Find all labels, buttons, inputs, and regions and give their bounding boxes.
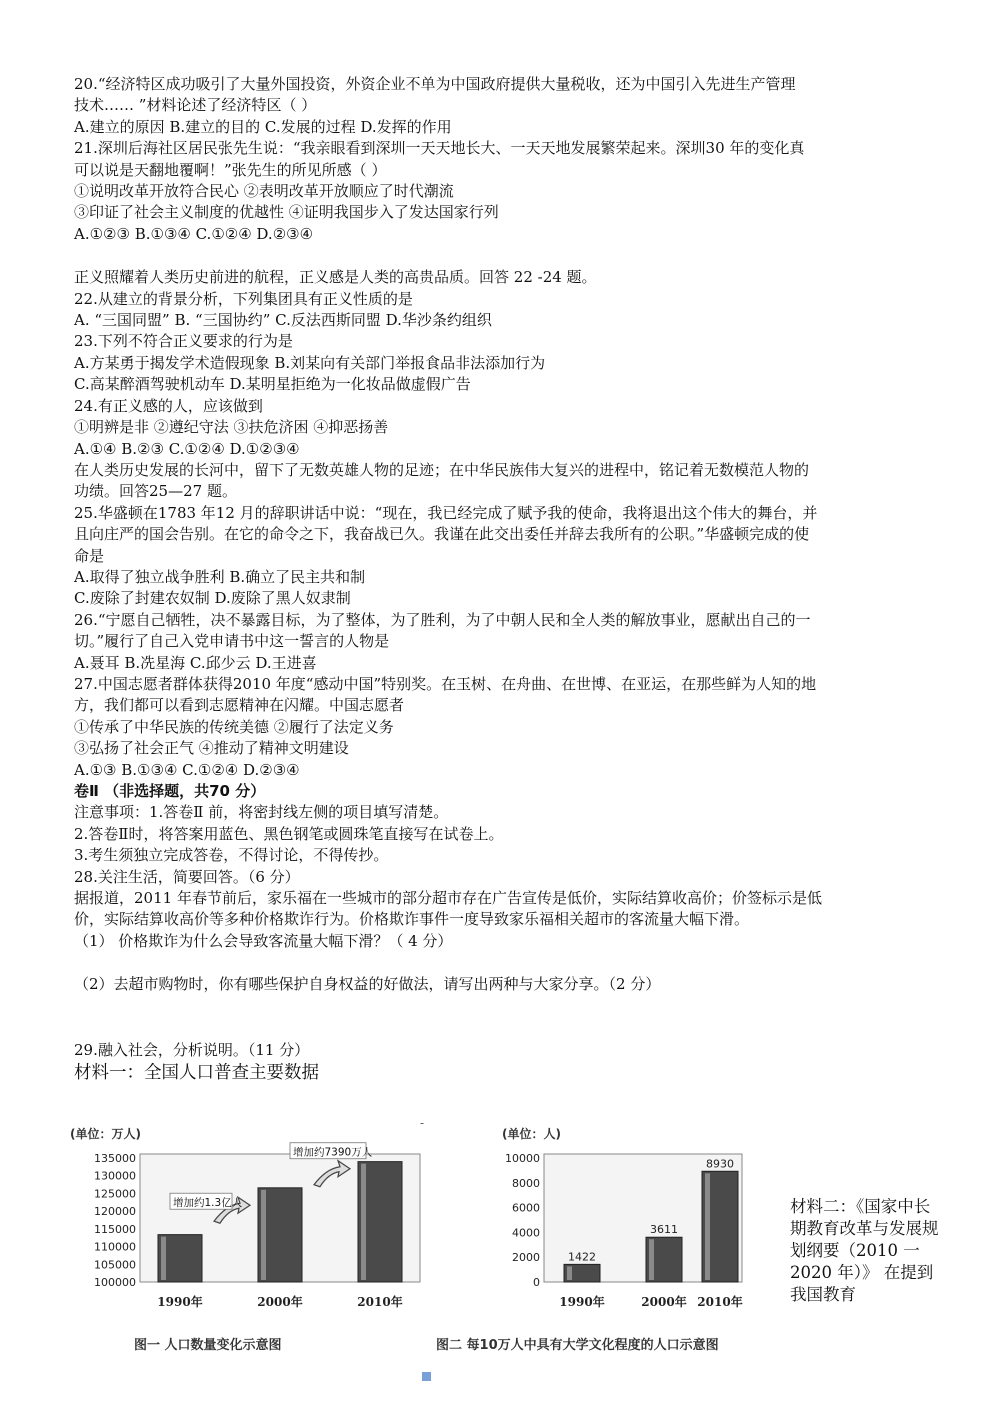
- data-label: 8930: [706, 1157, 734, 1171]
- x-tick-label: 1990年: [157, 1295, 203, 1309]
- text-line: 切。”履行了自己入党申请书中这一誓言的人物是: [74, 632, 390, 651]
- bar-highlight: [261, 1190, 266, 1280]
- y-tick-label: 8000: [512, 1176, 540, 1190]
- unit-label: (单位：人): [502, 1127, 561, 1141]
- text-line: A.①②③ B.①③④ C.①②④ D.②③④: [74, 224, 314, 243]
- bar-highlight: [567, 1266, 572, 1280]
- text-line: 注意事项：1.答卷Ⅱ 前，将密封线左侧的项目填写清楚。: [74, 803, 449, 822]
- y-tick-label: 135000: [94, 1152, 136, 1165]
- text-line: 28.关注生活，简要回答。（6 分）: [74, 867, 300, 886]
- annotation-label: 增加约7390万人: [293, 1146, 373, 1159]
- y-tick-label: 115000: [94, 1222, 136, 1236]
- y-tick-label: 105000: [94, 1258, 136, 1272]
- text-line: ①传承了中华民族的传统美德 ②履行了法定义务: [74, 717, 394, 736]
- text-line: 方，我们都可以看到志愿精神在闪耀。中国志愿者: [74, 696, 405, 715]
- y-tick-label: 130000: [94, 1169, 136, 1183]
- unit-label: (单位：万人): [70, 1127, 141, 1141]
- text-line: A.取得了独立战争胜利 B.确立了民主共和制: [74, 567, 366, 586]
- y-tick-label: 6000: [512, 1201, 540, 1215]
- text-line: ③印证了社会主义制度的优越性 ④证明我国步入了发达国家行列: [74, 203, 499, 222]
- chart-population: [64, 1124, 424, 1324]
- y-tick-label: 120000: [94, 1205, 136, 1219]
- text-line: 价，实际结算收高价等多种价格欺诈行为。价格欺诈事件一度导致家乐福相关超市的客流量大幅下滑。: [74, 910, 750, 929]
- material-2-text: 材料二：《国家中长期教育改革与发展规划纲要（2010 一 2020 年）》 在提到我国教育: [790, 1197, 939, 1304]
- text-line: 据报道，2011 年春节前后，家乐福在一些城市的部分超市存在广告宣传是低价，实际结算收高价；价签标示是低: [74, 889, 822, 908]
- text-line: （1） 价格欺诈为什么会导致客流量大幅下滑？（ 4 分）: [74, 931, 453, 950]
- text-line: 技术…… ”材料论述了经济特区（ ）: [74, 96, 317, 115]
- y-tick-label: 125000: [94, 1187, 136, 1201]
- text-line: 25.华盛顿在1783 年12 月的辞职讲话中说：“现在，我已经完成了赋予我的使命，我将退出这个伟大的舞台，并: [74, 503, 818, 522]
- material-1-title: 材料一：全国人口普查主要数据: [74, 1063, 319, 1084]
- question-28-part2: （2）去超市购物时，你有哪些保护自身权益的好做法，请写出两种与大家分享。（2 分）: [74, 975, 661, 994]
- question-29: 29.融入社会，分析说明。（11 分）: [74, 1040, 310, 1059]
- text-line: 20.“经济特区成功吸引了大量外国投资，外资企业不单为中国政府提供大量税收，还为中国引入先进生产管理: [74, 75, 796, 93]
- data-label: 3611: [650, 1223, 678, 1237]
- text-line: 21.深圳后海社区居民张先生说：“我亲眼看到深圳一天天地长大、一天天地发展繁荣起来。深圳30 年的变化真: [74, 139, 805, 158]
- questions-22-27: [74, 267, 934, 781]
- text-line: ①说明改革开放符合民心 ②表明改革开放顺应了时代潮流: [74, 182, 454, 201]
- text-line: 27.中国志愿者群体获得2010 年度“感动中国”特别奖。在玉树、在舟曲、在世博、在亚运，在那些鲜为人知的地: [74, 674, 817, 693]
- chart-population-svg: [64, 1124, 424, 1324]
- y-tick-label: 100000: [94, 1276, 136, 1289]
- text-line: A. “三国同盟” B. “三国协约” C.反法西斯同盟 D.华沙条约组织: [74, 311, 492, 330]
- annotation-label: 增加约1.3亿人: [173, 1197, 243, 1210]
- text-line: 可以说是天翻地覆啊！”张先生的所见所感（ ）: [74, 160, 387, 179]
- questions-20-21: [74, 74, 934, 245]
- x-tick-label: 1990年: [559, 1295, 605, 1309]
- text-line: 且向庄严的国会告别。在它的命令之下，我奋战已久。我谨在此交出委任并辞去我所有的公职。”华盛顿完成的使: [74, 525, 810, 544]
- text-line: 23.下列不符合正义要求的行为是: [74, 332, 293, 351]
- text-line: 2.答卷Ⅱ时，将答案用蓝色、黑色钢笔或圆珠笔直接写在试卷上。: [74, 824, 504, 843]
- text-line: A.方某勇于揭发学术造假现象 B.刘某向有关部门举报食品非法添加行为: [74, 353, 546, 372]
- bar-highlight: [361, 1164, 366, 1280]
- text-line: 正义照耀着人类历史前进的航程，正义感是人类的高贵品质。回答 22 -24 题。: [74, 268, 597, 287]
- stray-dash: -: [420, 1116, 425, 1130]
- x-tick-label: 2010年: [697, 1295, 743, 1309]
- x-tick-label: 2010年: [357, 1295, 403, 1309]
- y-tick-label: 4000: [512, 1226, 540, 1240]
- blue-square-marker: [422, 1372, 431, 1381]
- y-tick-label: 110000: [94, 1240, 136, 1254]
- chart-university-caption: 图二 每10万人中具有大学文化程度的人口示意图: [436, 1338, 719, 1353]
- question-28: [74, 802, 934, 952]
- exam-page: [74, 74, 934, 1086]
- bar-highlight: [705, 1173, 710, 1280]
- text-line: ①明辨是非 ②遵纪守法 ③扶危济困 ④抑恶扬善: [74, 418, 389, 437]
- text-line: A.①③ B.①③④ C.①②④ D.②③④: [74, 760, 300, 779]
- text-line: C.高某醉酒驾驶机动车 D.某明星拒绝为一化妆品做虚假广告: [74, 375, 471, 394]
- text-line: 3.考生须独立完成答卷，不得讨论，不得传抄。: [74, 846, 389, 865]
- bar-highlight: [649, 1239, 654, 1280]
- text-line: 功绩。回答25—27 题。: [74, 482, 237, 501]
- x-tick-label: 2000年: [257, 1295, 303, 1309]
- bar-highlight: [161, 1237, 166, 1280]
- y-tick-label: 2000: [512, 1251, 540, 1265]
- text-line: C.废除了封建农奴制 D.废除了黑人奴隶制: [74, 589, 351, 608]
- data-label: 1422: [568, 1250, 596, 1264]
- text-line: A.①④ B.②③ C.①②④ D.①②③④: [74, 439, 300, 458]
- y-tick-label: 0: [533, 1276, 540, 1289]
- text-line: 24.有正义感的人，应该做到: [74, 396, 263, 415]
- text-line: ③弘扬了社会正气 ④推动了精神文明建设: [74, 739, 349, 758]
- y-tick-label: 10000: [505, 1152, 540, 1165]
- chart-population-caption: 图一 人口数量变化示意图: [134, 1338, 282, 1353]
- section2-title: 卷Ⅱ （非选择题，共70 分）: [74, 782, 266, 800]
- chart-university-svg: [452, 1124, 752, 1324]
- text-line: 22.从建立的背景分析，下列集团具有正义性质的是: [74, 289, 413, 308]
- text-line: A.建立的原因 B.建立的目的 C.发展的过程 D.发挥的作用: [74, 117, 452, 136]
- text-line: 命是: [74, 546, 105, 565]
- text-line: 在人类历史发展的长河中，留下了无数英雄人物的足迹；在中华民族伟大复兴的进程中，铭记着无数模范人物的: [74, 460, 810, 479]
- x-tick-label: 2000年: [641, 1295, 687, 1309]
- text-line: 26.“宁愿自己牺牲，决不暴露目标，为了整体，为了胜利，为了中朝人民和全人类的解放事业，愿献出自己的一: [74, 610, 811, 629]
- text-line: A.聂耳 B.冼星海 C.邱少云 D.王进喜: [74, 653, 317, 672]
- chart-university: [452, 1124, 752, 1324]
